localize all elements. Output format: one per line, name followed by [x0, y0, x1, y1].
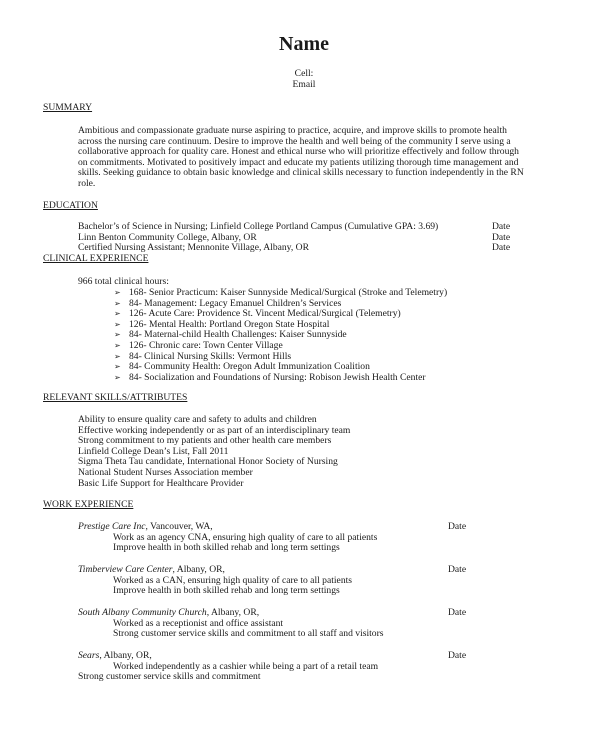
job-duty: Improve health in both skilled rehab and long term settings [113, 542, 340, 554]
education-date: Date [492, 242, 511, 254]
education-text: Linn Benton Community College, Albany, OR [78, 231, 257, 243]
clinical-item-text: 126- Chronic care: Town Center Village [129, 339, 283, 351]
job-entry [78, 608, 478, 640]
clinical-item-text: 84- Management: Legacy Emanuel Children’s Services [129, 297, 342, 309]
clinical-item-text: 84- Community Health: Oregon Adult Immunization Coalition [129, 361, 370, 373]
job-location: , Vancouver, WA, [145, 521, 213, 532]
skills-heading: RELEVANT SKILLS/ATTRIBUTES [43, 392, 188, 403]
skills-list [78, 415, 350, 489]
job-employer: Prestige Care Inc [78, 521, 146, 532]
summary-heading: SUMMARY [43, 102, 93, 113]
email-label: Email [292, 78, 316, 90]
job-duty: Strong customer service skills and commitment [78, 671, 261, 683]
clinical-item-text: 84- Maternal-child Health Challenges: Kaiser Sunnyside [129, 329, 347, 341]
clinical-item-text: 84- Socialization and Foundations of Nursing: Robison Jewish Health Center [129, 371, 426, 383]
arrow-bullet-icon: ➢ [114, 372, 121, 382]
arrow-bullet-icon: ➢ [114, 330, 121, 340]
resume-name: Name [279, 33, 329, 55]
list-item: Sigma Theta Tau candidate, International Honor Society of Nursing [78, 456, 338, 468]
list-item: Effective working independently or as part of an interdisciplinary team [78, 424, 351, 436]
contact-info [0, 69, 600, 90]
job-duty: Worked independently as a cashier while being a part of a retail team [113, 660, 379, 672]
list-item [114, 373, 447, 384]
education-heading: EDUCATION [43, 200, 98, 211]
education-list [78, 222, 514, 254]
job-header [78, 565, 478, 576]
job-date: Date [448, 521, 467, 532]
job-duty: Improve health in both skilled rehab and long term settings [113, 585, 340, 597]
job-location: , Albany, OR, [99, 650, 152, 661]
list-item: National Student Nurses Association member [78, 466, 253, 478]
work-heading: WORK EXPERIENCE [43, 499, 134, 510]
job-header [78, 608, 478, 619]
clinical-item-text: 126- Acute Care: Providence St. Vincent Medical/Surgical (Telemetry) [129, 308, 401, 320]
list-item: Basic Life Support for Healthcare Provider [78, 477, 244, 489]
education-date: Date [492, 221, 511, 232]
job-employer: Timberview Care Center [78, 564, 173, 575]
arrow-bullet-icon: ➢ [114, 288, 121, 297]
summary-text: Ambitious and compassionate graduate nurse aspiring to practice, acquire, and improve skills to promote health across the nursing care continuum. Desire to improve the health and well being of the community I serve using a collaborative approach for quality care. Honest and ethical nurse who will prioritize effectively and follow through on commitments. Motivated to positively impact and educate my patients utilizing thorough time management and skills. Seeking guidance to obtain basic knowledge and clinical skills necessary to function independently in the RN role. [78, 125, 524, 189]
job-employer: Sears [78, 650, 100, 661]
arrow-bullet-icon: ➢ [114, 362, 121, 372]
job-header [78, 651, 478, 662]
clinical-list [114, 288, 447, 383]
job-duty: Work as an agency CNA, ensuring high quality of care to all patients [113, 531, 378, 543]
job-entry [78, 565, 478, 597]
arrow-bullet-icon: ➢ [114, 309, 121, 319]
job-date: Date [448, 607, 467, 618]
clinical-heading: CLINICAL EXPERIENCE [43, 253, 149, 264]
job-duty: Strong customer service skills and commitment to all staff and visitors [113, 628, 384, 640]
clinical-total: 966 total clinical hours: [78, 276, 169, 287]
education-text: Certified Nursing Assistant; Mennonite Village, Albany, OR [78, 242, 309, 254]
job-location: , Albany, OR, [206, 607, 260, 618]
job-location: , Albany, OR, [172, 564, 225, 575]
education-text: Bachelor’s of Science in Nursing; Linfield College Portland Campus (Cumulative GPA: 3.69) [78, 221, 439, 232]
list-item: Strong commitment to my patients and other health care members [78, 435, 332, 447]
job-date: Date [448, 564, 467, 575]
list-item: Linfield College Dean’s List, Fall 2011 [78, 445, 229, 457]
clinical-item-text: 126- Mental Health: Portland Oregon State Hospital [129, 318, 330, 330]
list-item: Ability to ensure quality care and safety to adults and children [78, 414, 317, 425]
job-entry [78, 651, 478, 683]
arrow-bullet-icon: ➢ [114, 319, 121, 329]
arrow-bullet-icon: ➢ [114, 298, 121, 308]
job-date: Date [448, 650, 467, 661]
job-entry [78, 522, 478, 554]
clinical-item-text: 168- Senior Practicum: Kaiser Sunnyside Medical/Surgical (Stroke and Telemetry) [129, 287, 448, 298]
job-duty: Worked as a CAN, ensuring high quality of care to all patients [113, 574, 353, 586]
arrow-bullet-icon: ➢ [114, 351, 121, 361]
job-duty: Worked as a receptionist and office assistant [113, 617, 284, 629]
cell-label: Cell: [294, 68, 314, 79]
job-employer: South Albany Community Church [78, 607, 207, 618]
arrow-bullet-icon: ➢ [114, 340, 121, 350]
job-header [78, 522, 478, 533]
clinical-item-text: 84- Clinical Nursing Skills: Vermont Hills [129, 350, 292, 362]
education-item [78, 222, 514, 233]
education-date: Date [492, 231, 511, 243]
